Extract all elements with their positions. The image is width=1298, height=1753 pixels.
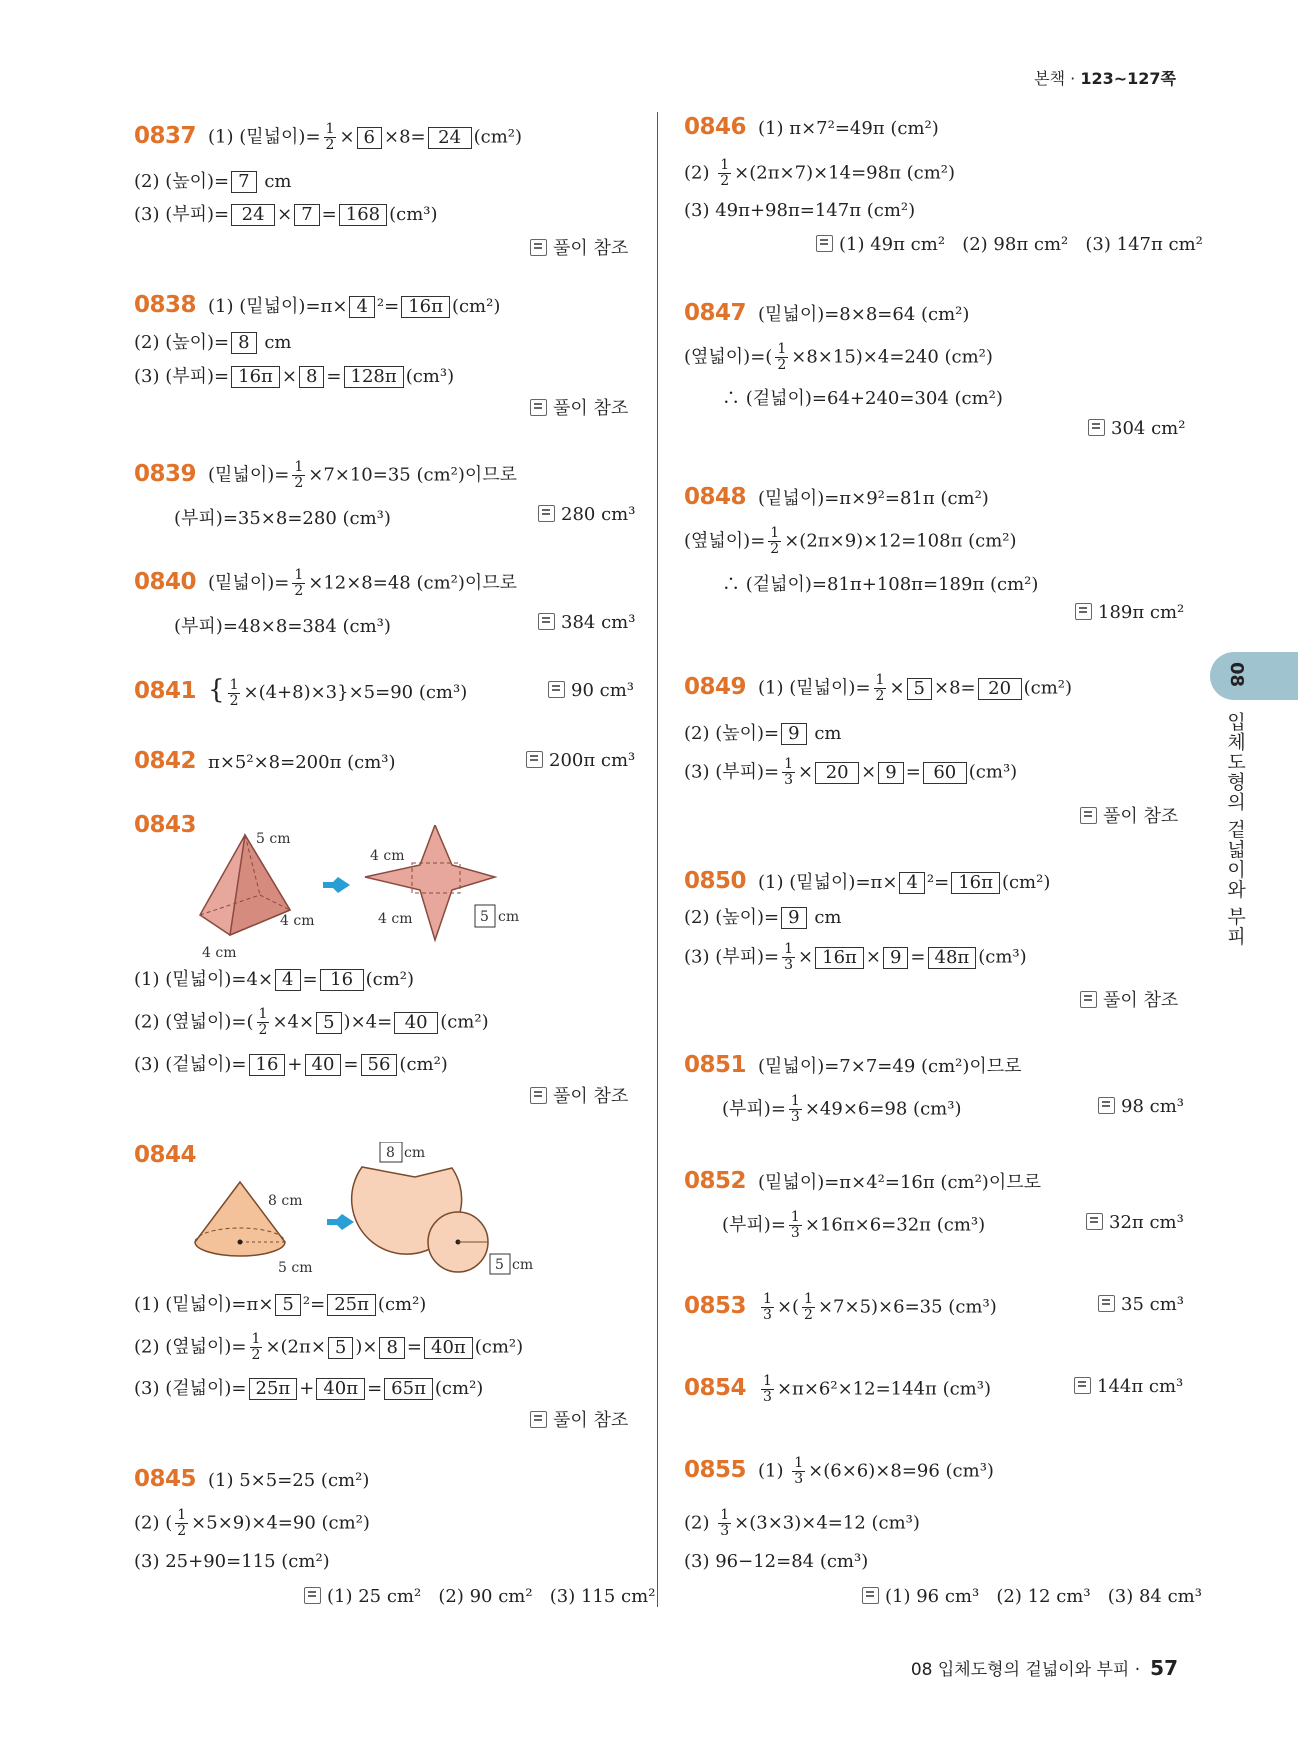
answer-0838: 풀이 참조 bbox=[530, 394, 628, 420]
problem-0838: 0838 (1) (밑넓이)=π× 4 ²= 16π (cm²) bbox=[134, 292, 501, 318]
problem-0853: 0853 $\frac{1}{3}$ ×( $\frac{1}{2}$ ×7×5)×6=35 (cm³) bbox=[684, 1291, 997, 1323]
page-number: 57 bbox=[1150, 1656, 1178, 1680]
answer-0843: 풀이 참조 bbox=[530, 1082, 628, 1108]
svg-text:cm: cm bbox=[512, 1257, 534, 1273]
svg-text:5: 5 bbox=[480, 909, 489, 925]
answer-0851: 98 cm³ bbox=[1098, 1096, 1184, 1117]
svg-text:4 cm: 4 cm bbox=[280, 913, 315, 929]
answer-icon bbox=[1086, 1213, 1103, 1230]
answer-0846: (1) 49π cm² (2) 98π cm² (3) 147π cm² bbox=[816, 234, 1203, 255]
answer-0852: 32π cm³ bbox=[1086, 1212, 1184, 1233]
problem-0855-line2: (2) $\frac{1}{3}$ ×(3×3)×4=12 (cm³) bbox=[684, 1507, 920, 1539]
problem-0847-line3: ∴ (겉넓이)=64+240=304 (cm²) bbox=[722, 388, 1003, 409]
chapter-tab: 08 bbox=[1210, 652, 1298, 700]
answer-0845: (1) 25 cm² (2) 90 cm² (3) 115 cm² bbox=[304, 1586, 655, 1607]
page-footer: 08 입체도형의 겉넓이와 부피 · 57 bbox=[910, 1656, 1178, 1680]
problem-0837: 0837 (1) (밑넓이)= $\frac{1}{2}$ × 6 ×8= 24 (cm²) bbox=[134, 121, 523, 153]
problem-0844: 0844 bbox=[134, 1142, 197, 1168]
problem-0839-line2: (부피)=35×8=280 (cm³) bbox=[174, 508, 391, 529]
svg-text:8 cm: 8 cm bbox=[268, 1193, 303, 1209]
problem-0837-line2: (2) (높이)= 7 cm bbox=[134, 171, 292, 192]
answer-0849: 풀이 참조 bbox=[1080, 802, 1178, 828]
header-label: 본책 bbox=[1034, 69, 1066, 88]
problem-0848-line2: (옆넓이)= $\frac{1}{2}$ ×(2π×9)×12=108π (cm²) bbox=[684, 525, 1017, 557]
problem-0841: 0841 { $\frac{1}{2}$ ×(4+8)×3}×5=90 (cm³) bbox=[134, 675, 468, 709]
problem-0852: 0852 (밑넓이)=π×4²=16π (cm²)이므로 bbox=[684, 1168, 1041, 1194]
problem-0845-line2: (2) ( $\frac{1}{2}$ ×5×9)×4=90 (cm²) bbox=[134, 1507, 370, 1539]
svg-text:cm: cm bbox=[404, 1145, 426, 1161]
answer-0850: 풀이 참조 bbox=[1080, 986, 1178, 1012]
problem-0839: 0839 (밑넓이)= $\frac{1}{2}$ ×7×10=35 (cm²)이므로 bbox=[134, 459, 518, 491]
problem-0849-line2: (2) (높이)= 9 cm bbox=[684, 723, 842, 744]
problem-0850-line3: (3) (부피)= $\frac{1}{3}$ × 16π × 9 = 48π (cm³) bbox=[684, 941, 1027, 973]
svg-text:4 cm: 4 cm bbox=[378, 911, 413, 927]
problem-0854: 0854 $\frac{1}{3}$ ×π×6²×12=144π (cm³) bbox=[684, 1373, 991, 1405]
problem-0844-line1: (1) (밑넓이)=π× 5 ²= 25π (cm²) bbox=[134, 1294, 427, 1315]
problem-0855-line3: (3) 96−12=84 (cm³) bbox=[684, 1551, 869, 1572]
problem-0852-line2: (부피)= $\frac{1}{3}$ ×16π×6=32π (cm³) bbox=[722, 1209, 986, 1241]
answer-0841: 90 cm³ bbox=[548, 680, 634, 701]
svg-text:8: 8 bbox=[386, 1145, 395, 1161]
answer-icon bbox=[1080, 991, 1097, 1008]
problem-0851-line2: (부피)= $\frac{1}{3}$ ×49×6=98 (cm³) bbox=[722, 1093, 962, 1125]
answer-icon bbox=[304, 1587, 321, 1604]
problem-0850: 0850 (1) (밑넓이)=π× 4 ²= 16π (cm²) bbox=[684, 868, 1051, 894]
answer-0847: 304 cm² bbox=[1088, 418, 1185, 439]
answer-0844: 풀이 참조 bbox=[530, 1406, 628, 1432]
answer-0839: 280 cm³ bbox=[538, 504, 635, 525]
answer-icon bbox=[1075, 603, 1092, 620]
problem-0849: 0849 (1) (밑넓이)= $\frac{1}{2}$ × 5 ×8= 20 (cm²) bbox=[684, 672, 1073, 704]
problem-0842: 0842 π×5²×8=200π (cm³) bbox=[134, 748, 396, 774]
answer-icon bbox=[530, 239, 547, 256]
problem-0848-line3: ∴ (겉넓이)=81π+108π=189π (cm²) bbox=[722, 574, 1039, 595]
answer-icon bbox=[538, 613, 555, 630]
problem-0844-line3: (3) (겉넓이)= 25π + 40π = 65π (cm²) bbox=[134, 1378, 484, 1399]
answer-icon bbox=[816, 235, 833, 252]
answer-0854: 144π cm³ bbox=[1074, 1376, 1183, 1397]
answer-0837: 풀이 참조 bbox=[530, 234, 628, 260]
answer-0842: 200π cm³ bbox=[526, 750, 635, 771]
problem-0847: 0847 (밑넓이)=8×8=64 (cm²) bbox=[684, 300, 970, 326]
problem-0851: 0851 (밑넓이)=7×7=49 (cm²)이므로 bbox=[684, 1052, 1022, 1078]
answer-icon bbox=[548, 681, 565, 698]
footer-chapter: 08 입체도형의 겉넓이와 부피 bbox=[910, 1660, 1130, 1680]
svg-text:5: 5 bbox=[495, 1257, 504, 1273]
problem-0846: 0846 (1) π×7²=49π (cm²) bbox=[684, 114, 939, 140]
problem-0850-line2: (2) (높이)= 9 cm bbox=[684, 907, 842, 928]
problem-0844-line2: (2) (옆넓이)= $\frac{1}{2}$ ×(2π× 5 )× 8 = 40π (cm²) bbox=[134, 1331, 524, 1363]
svg-text:cm: cm bbox=[498, 909, 520, 925]
answer-icon bbox=[530, 399, 547, 416]
header-pages: 123~127쪽 bbox=[1080, 69, 1176, 88]
problem-0838-line2: (2) (높이)= 8 cm bbox=[134, 332, 292, 353]
problem-0845: 0845 (1) 5×5=25 (cm²) bbox=[134, 1466, 370, 1492]
answer-icon bbox=[1080, 807, 1097, 824]
chapter-vertical-title: 입체도형의 겉넓이와 부피 bbox=[1224, 712, 1246, 947]
answer-icon bbox=[1098, 1097, 1115, 1114]
answer-icon bbox=[526, 751, 543, 768]
problem-0846-line3: (3) 49π+98π=147π (cm²) bbox=[684, 200, 916, 221]
svg-text:5 cm: 5 cm bbox=[256, 831, 291, 847]
problem-0845-line3: (3) 25+90=115 (cm²) bbox=[134, 1551, 330, 1572]
svg-text:4 cm: 4 cm bbox=[370, 848, 405, 864]
cone-figure bbox=[190, 1142, 540, 1282]
answer-0853: 35 cm³ bbox=[1098, 1294, 1184, 1315]
answer-icon bbox=[1074, 1377, 1091, 1394]
problem-0838-line3: (3) (부피)= 16π × 8 = 128π (cm³) bbox=[134, 366, 455, 387]
answer-icon bbox=[1088, 419, 1105, 436]
answer-icon bbox=[1098, 1295, 1115, 1312]
problem-0849-line3: (3) (부피)= $\frac{1}{3}$ × 20 × 9 = 60 (cm³) bbox=[684, 756, 1018, 788]
answer-icon bbox=[530, 1411, 547, 1428]
problem-0843-line1: (1) (밑넓이)=4× 4 = 16 (cm²) bbox=[134, 969, 415, 990]
problem-0848: 0848 (밑넓이)=π×9²=81π (cm²) bbox=[684, 484, 989, 510]
problem-0843-line3: (3) (겉넓이)= 16 + 40 = 56 (cm²) bbox=[134, 1054, 448, 1075]
answer-0855: (1) 96 cm³ (2) 12 cm³ (3) 84 cm³ bbox=[862, 1586, 1202, 1607]
problem-0840-line2: (부피)=48×8=384 (cm³) bbox=[174, 616, 391, 637]
problem-0846-line2: (2) $\frac{1}{2}$ ×(2π×7)×14=98π (cm²) bbox=[684, 157, 956, 189]
answer-0840: 384 cm³ bbox=[538, 612, 635, 633]
answer-icon bbox=[862, 1587, 879, 1604]
problem-0847-line2: (옆넓이)=( $\frac{1}{2}$ ×8×15)×4=240 (cm²) bbox=[684, 341, 993, 373]
problem-0855: 0855 (1) $\frac{1}{3}$ ×(6×6)×8=96 (cm³) bbox=[684, 1455, 994, 1487]
svg-text:4 cm: 4 cm bbox=[202, 945, 237, 961]
column-divider bbox=[657, 112, 658, 1607]
answer-icon bbox=[530, 1087, 547, 1104]
problem-0840: 0840 (밑넓이)= $\frac{1}{2}$ ×12×8=48 (cm²)이므로 bbox=[134, 567, 518, 599]
answer-0848: 189π cm² bbox=[1075, 602, 1184, 623]
page-header: 본책 · 123~127쪽 bbox=[1034, 69, 1176, 88]
problem-0837-line3: (3) (부피)= 24 × 7 = 168 (cm³) bbox=[134, 204, 438, 225]
svg-text:5 cm: 5 cm bbox=[278, 1260, 313, 1276]
problem-0843-line2: (2) (옆넓이)=( $\frac{1}{2}$ ×4× 5 )×4= 40 (cm²) bbox=[134, 1006, 489, 1038]
answer-icon bbox=[538, 505, 555, 522]
problem-0843: 0843 bbox=[134, 812, 197, 838]
pyramid-figure bbox=[190, 825, 520, 975]
